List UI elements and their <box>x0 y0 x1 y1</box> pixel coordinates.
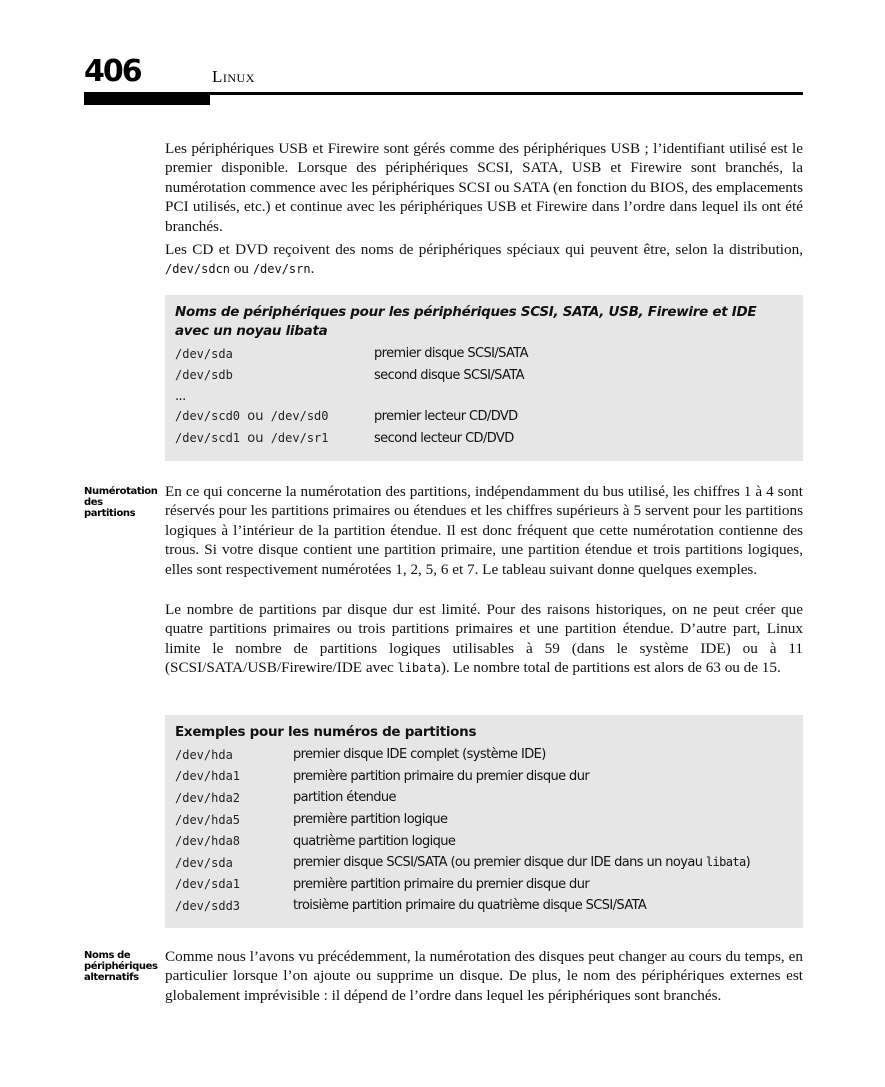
table-row <box>175 874 793 896</box>
device-description: premier lecteur CD/DVD <box>374 409 518 425</box>
device-description: quatrième partition logique <box>293 833 456 849</box>
paragraph-cd-dvd-text-c: . <box>310 260 315 278</box>
box-title-text: Noms de périphériques pour les périphériques SCSI, SATA, USB, Firewire et IDE avec un noyau <box>175 304 757 339</box>
device-path: /dev/hda1 <box>175 769 241 784</box>
device-description <box>293 855 750 870</box>
table-row <box>175 852 793 874</box>
device-path-primary: /dev/scd0 <box>175 409 241 424</box>
device-path: /dev/hda8 <box>175 834 241 849</box>
device-path: /dev/sda1 <box>175 877 241 892</box>
paragraph-alternative-names: Comme nous l’avons vu précédemment, la numérotation des disques peut changer au cours du temps, en particulier lorsque l’on ajoute ou supprime un disque. De plus, le nom des périphériques externes est globalement imprévisible : il dépend de l’ordre dans lequel les périphériques sont branchés. <box>165 948 803 1004</box>
running-title: Linux <box>212 67 255 86</box>
code-dev-sdcn: /dev/sdcn <box>165 262 231 277</box>
device-description: première partition primaire du premier disque dur <box>293 876 590 892</box>
paragraph-cd-dvd <box>165 240 803 280</box>
paragraph-cd-dvd-text-b: ou <box>230 260 253 278</box>
device-description: partition étendue <box>293 790 396 806</box>
device-path: /dev/sda <box>175 855 233 870</box>
table-row <box>175 744 793 766</box>
device-path <box>175 431 374 446</box>
ellipsis: ... <box>175 388 186 404</box>
device-path: /dev/hda <box>175 747 233 762</box>
table-row <box>175 365 793 387</box>
code-libata: libata <box>397 661 441 676</box>
code-dev-srn: /dev/srn <box>252 262 311 277</box>
page-number: 406 <box>84 54 141 89</box>
device-description: second disque SCSI/SATA <box>374 367 524 383</box>
device-description: troisième partition primaire du quatrième disque SCSI/SATA <box>293 898 647 914</box>
partition-examples-title: Exemples pour les numéros de partitions <box>175 724 477 740</box>
device-description-text: premier disque SCSI/SATA (ou premier disque dur IDE dans un noyau <box>293 855 706 871</box>
device-description: second lecteur CD/DVD <box>374 431 514 447</box>
device-path-primary: /dev/scd1 <box>175 431 241 446</box>
header-bar <box>84 95 210 105</box>
table-row <box>175 787 793 809</box>
margin-note-alternative-names: Noms de périphériques alternatifs <box>84 950 158 983</box>
device-names-box <box>165 295 803 461</box>
margin-note-partition-numbering: Numérotation des partitions <box>84 486 158 519</box>
device-names-box-title <box>175 303 793 341</box>
paragraph-partition-numbering: En ce qui concerne la numérotation des partitions, indépendamment du bus utilisé, les chiffres 1 à 4 sont réservés pour les partitions primaires ou étendues et les chiffres supérieurs à 5 servent pour les partitions logiques à l’intérieur de la partition étendue. Il est donc fréquent que cette numérotation contienne des trous. Si votre disque contient une partition primaire, une partition étendue et trois partitions logiques, elles sont respectivement numérotées 1, 2, 5, 6 et 7. Le tableau suivant donne quelques exemples. <box>165 483 803 578</box>
device-path <box>175 409 374 424</box>
or-word: ou <box>247 409 264 425</box>
paragraph-usb-firewire: Les périphériques USB et Firewire sont gérés comme des périphériques USB ; l’identifiant utilisé est le premier disponible. Lorsque des périphériques SCSI, SATA, USB et Firewire sont branchés, la numérotation commence avec les périphériques SCSI ou SATA (en fonction du BIOS, des emplacements PCI utilisés, etc.) et continue avec les périphériques USB et Firewire dans l’ordre dans lequel ils ont été branchés. <box>165 140 803 235</box>
paragraph-limits-text-a: Le nombre de partitions par disque dur est limité. Pour des raisons historiques, on ne peut créer que quatre partitions primaires ou trois partitions primaires et une partition étendue. D’autre part, Linux limite le nombre de partitions logiques utilisables à 59 (dans le système IDE) ou à 11 (SCSI/SATA/USB/Firewire/IDE avec <box>165 601 803 677</box>
device-path: /dev/sda <box>175 346 233 361</box>
device-path-alt: /dev/sd0 <box>270 409 329 424</box>
device-description: premier disque IDE complet (système IDE) <box>293 747 546 763</box>
device-description: premier disque SCSI/SATA <box>374 346 528 362</box>
device-path: /dev/hda5 <box>175 812 241 827</box>
table-row <box>175 406 793 428</box>
table-row <box>175 830 793 852</box>
table-row <box>175 766 793 788</box>
device-path: /dev/hda2 <box>175 790 241 805</box>
table-row <box>175 428 793 450</box>
table-row <box>175 809 793 831</box>
device-path: /dev/sdb <box>175 368 233 383</box>
device-path: /dev/sdd3 <box>175 898 241 913</box>
device-path-alt: /dev/sr1 <box>270 431 329 446</box>
device-description-close: ) <box>745 855 751 871</box>
code-libata-inline: libata <box>705 855 746 870</box>
box-title-libata: libata <box>285 323 328 339</box>
paragraph-limits-text-b: ). Le nombre total de partitions est alors de 63 ou de 15. <box>440 659 781 677</box>
device-description: première partition primaire du premier disque dur <box>293 768 590 784</box>
table-row <box>175 343 793 365</box>
paragraph-partition-limits <box>165 600 803 679</box>
device-description: première partition logique <box>293 812 448 828</box>
paragraph-cd-dvd-text-a: Les CD et DVD reçoivent des noms de périphériques spéciaux qui peuvent être, selon la distribution, <box>165 241 803 258</box>
table-row <box>175 386 793 406</box>
table-row <box>175 895 793 917</box>
or-word: ou <box>247 431 264 447</box>
partition-examples-box <box>165 715 803 928</box>
